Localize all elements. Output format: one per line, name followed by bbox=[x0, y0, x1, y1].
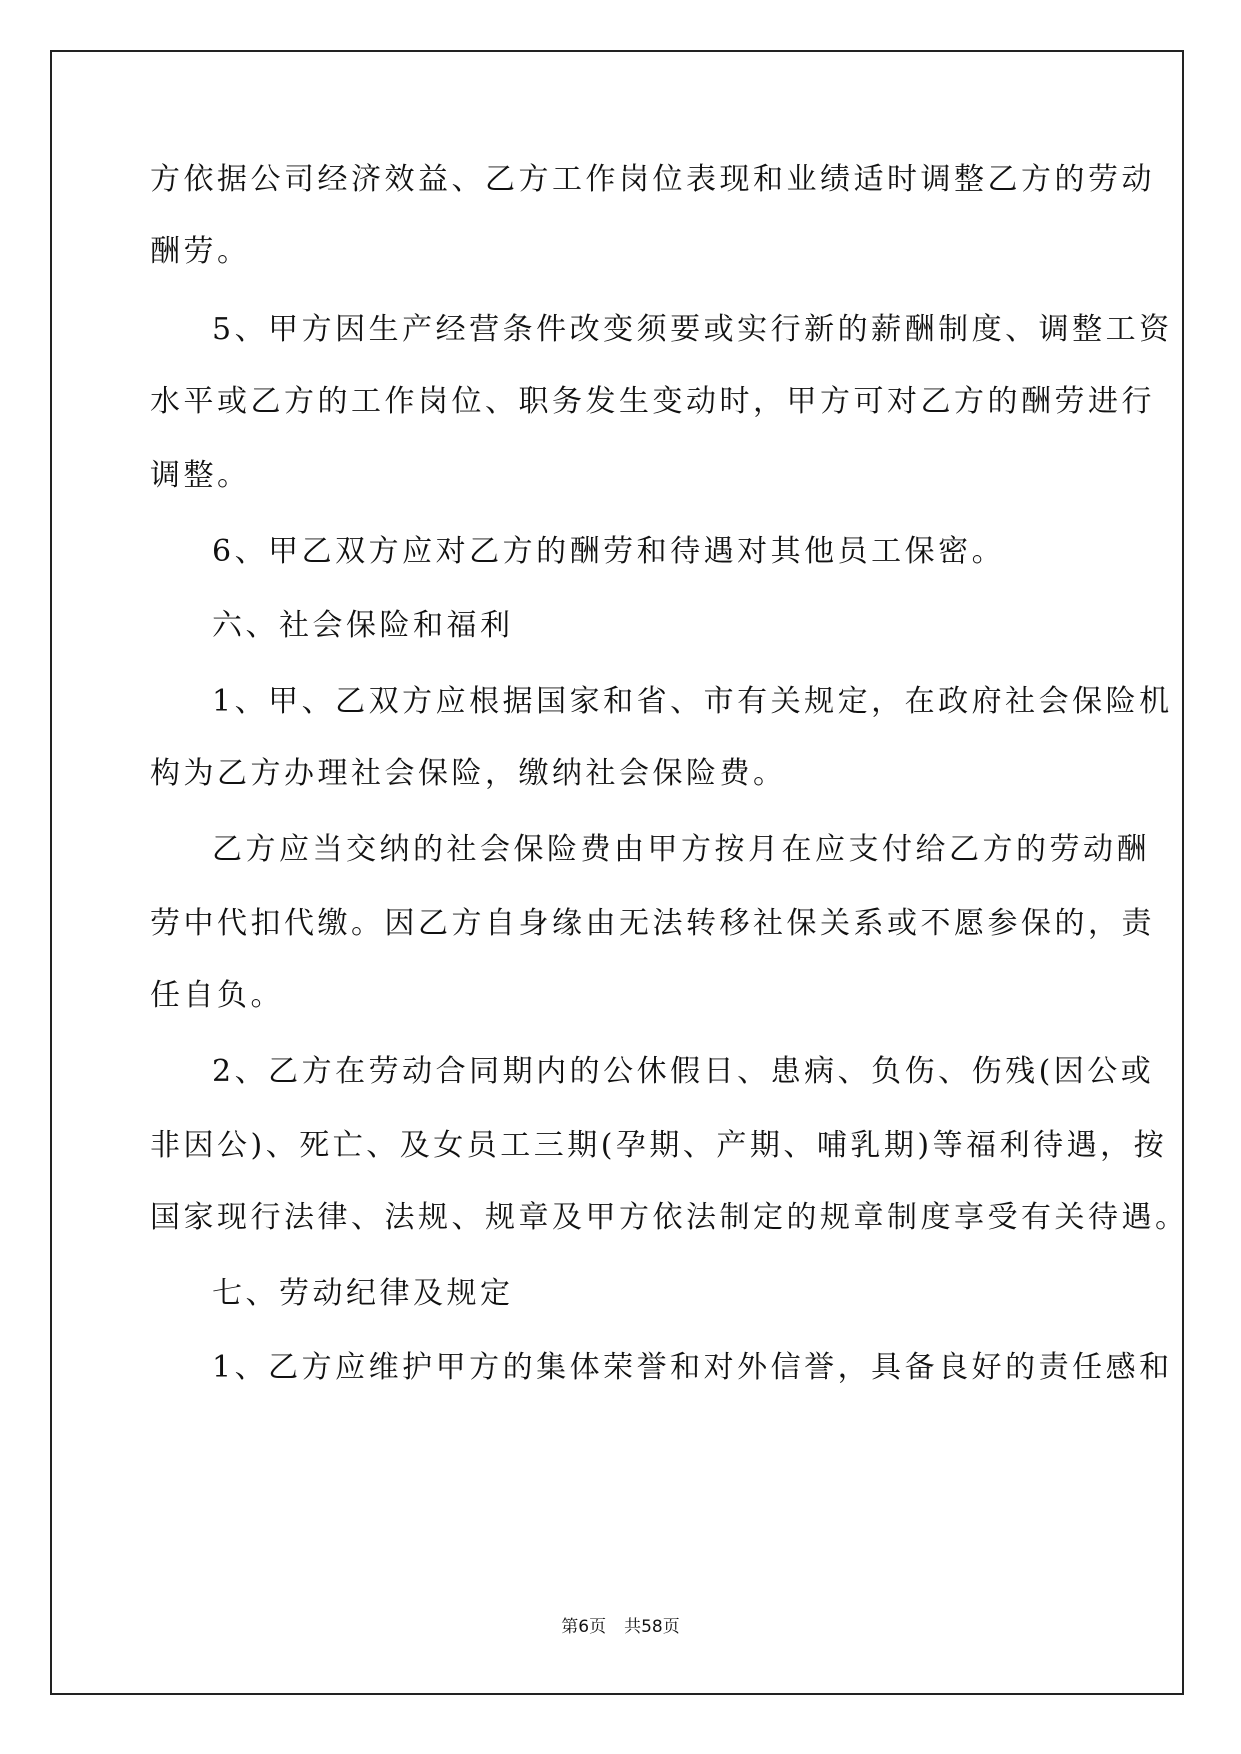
text-line: 国家现行法律、法规、规章及甲方依法制定的规章制度享受有关待遇。 bbox=[150, 1200, 1189, 1235]
text-line: 乙方应当交纳的社会保险费由甲方按月在应支付给乙方的劳动酬 bbox=[212, 832, 1150, 867]
text-line: 1、乙方应维护甲方的集体荣誉和对外信誉，具备良好的责任感和 bbox=[212, 1350, 1173, 1385]
text-line: 6、甲乙双方应对乙方的酬劳和待遇对其他员工保密。 bbox=[212, 534, 1006, 569]
text-line: 劳中代扣代缴。因乙方自身缘由无法转移社保关系或不愿参保的，责 bbox=[150, 906, 1155, 941]
page-border bbox=[50, 50, 1184, 1695]
section-heading: 六、社会保险和福利 bbox=[212, 608, 514, 643]
text-line: 酬劳。 bbox=[150, 234, 251, 269]
page-footer bbox=[0, 1612, 1241, 1637]
text-line: 水平或乙方的工作岗位、职务发生变动时，甲方可对乙方的酬劳进行 bbox=[150, 384, 1155, 419]
text-line: 1、甲、乙双方应根据国家和省、市有关规定，在政府社会保险机 bbox=[212, 684, 1173, 719]
text-line: 2、乙方在劳动合同期内的公休假日、患病、负伤、伤残(因公或 bbox=[212, 1054, 1155, 1089]
text-line: 任自负。 bbox=[150, 978, 284, 1013]
text-line: 5、甲方因生产经营条件改变须要或实行新的薪酬制度、调整工资 bbox=[212, 312, 1173, 347]
page-number-current: 第6页 bbox=[561, 1617, 607, 1637]
text-line: 调整。 bbox=[150, 458, 251, 493]
text-line: 构为乙方办理社会保险，缴纳社会保险费。 bbox=[150, 756, 787, 791]
page-number-total: 共58页 bbox=[624, 1617, 680, 1637]
text-line: 非因公)、死亡、及女员工三期(孕期、产期、哺乳期)等福利待遇，按 bbox=[150, 1128, 1168, 1163]
section-heading: 七、劳动纪律及规定 bbox=[212, 1276, 514, 1311]
text-line: 方依据公司经济效益、乙方工作岗位表现和业绩适时调整乙方的劳动 bbox=[150, 162, 1155, 197]
